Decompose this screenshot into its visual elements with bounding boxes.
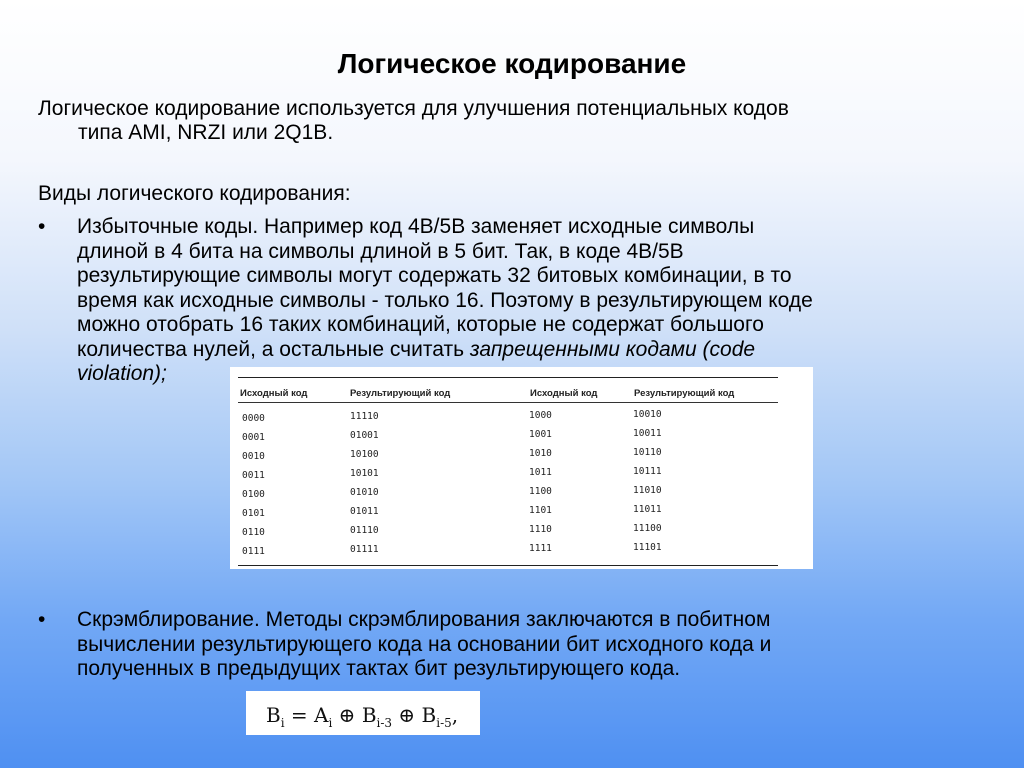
- formula-sub: i: [328, 716, 333, 730]
- formula-sub: i: [280, 716, 285, 730]
- table-cell: 1111: [529, 543, 552, 554]
- table-cell: 10101: [350, 468, 379, 479]
- table-cell: 10110: [633, 447, 662, 458]
- formula-sub: i-5: [436, 716, 452, 730]
- slide-title: Логическое кодирование: [337, 48, 687, 79]
- xor-icon: ⊕: [392, 703, 422, 727]
- table-cell: 0101: [242, 508, 265, 519]
- formula-sub: i-3: [376, 716, 393, 730]
- table-cell: 1100: [529, 486, 552, 497]
- table-cell: 10011: [633, 428, 662, 439]
- formula-b: B: [266, 703, 281, 727]
- table-cell: 11100: [633, 523, 662, 534]
- table-cell: 1000: [529, 410, 552, 421]
- table-cell: 0011: [242, 470, 265, 481]
- bullet-redundant-codes: [77, 215, 997, 387]
- bullet1-line: Избыточные коды. Например код 4В/5В заменяет исходные символы: [77, 215, 755, 238]
- table-cell: 10100: [350, 449, 379, 460]
- table-cell: 01111: [350, 544, 379, 555]
- intro-paragraph: [38, 97, 1024, 145]
- bullet1-line: время как исходные символы - только 16. Поэтому в результирующем коде: [77, 288, 813, 312]
- table-cell: 10111: [633, 466, 662, 477]
- code-violation-term: violation);: [77, 362, 167, 385]
- formula-equals: =: [284, 703, 315, 727]
- bullet1-line: можно отобрать 16 таких комбинаций, которые не содержат большого: [77, 313, 764, 336]
- table-cell: 0000: [242, 413, 265, 424]
- table-cell: 0111: [242, 546, 265, 557]
- formula-comma: ,: [451, 703, 459, 727]
- table-rule-top: [238, 377, 778, 378]
- table-header: Исходный код: [530, 388, 598, 399]
- bullet-icon: •: [38, 215, 46, 238]
- bullet-scrambling: [77, 608, 997, 682]
- table-cell: 1010: [529, 448, 552, 459]
- table-cell: 01001: [350, 430, 379, 441]
- formula-b: B: [421, 703, 437, 727]
- table-header: Результирующий код: [634, 388, 735, 399]
- scrambling-formula: [246, 691, 480, 735]
- table-cell: 0001: [242, 432, 265, 443]
- table-cell: 01110: [350, 525, 379, 536]
- forbidden-codes-term: запрещенными кодами (code: [469, 337, 756, 361]
- code-table-4b5b: [230, 367, 813, 569]
- table-cell: 11101: [633, 542, 662, 553]
- table-cell: 1101: [529, 505, 552, 516]
- table-header: Результирующий код: [350, 388, 451, 399]
- bullet-icon: •: [38, 608, 46, 631]
- formula-b: B: [361, 703, 377, 727]
- table-cell: 1110: [529, 524, 552, 535]
- table-header: Исходный код: [240, 388, 308, 399]
- table-cell: 11010: [633, 485, 662, 496]
- bullet2-line: вычислении результирующего кода на основании бит исходного кода и: [77, 632, 772, 656]
- table-cell: 01011: [350, 506, 379, 517]
- table-cell: 0010: [242, 451, 265, 462]
- table-cell: 11011: [633, 504, 662, 515]
- table-rule-bottom: [238, 565, 778, 566]
- types-heading: Виды логического кодирования:: [38, 182, 351, 205]
- bullet1-line: результирующие символы могут содержать 32 битовых комбинации, в то: [77, 264, 792, 287]
- intro-line-1: Логическое кодирование используется для улучшения потенциальных кодов: [38, 97, 789, 120]
- formula-expression: [266, 703, 458, 730]
- bullet2-line: Скрэмблирование. Методы скрэмблирования заключаются в побитном: [77, 608, 771, 631]
- bullet1-line: количества нулей, а остальные считать: [77, 337, 470, 361]
- table-cell: 0110: [242, 527, 265, 538]
- bullet1-line: длиной в 4 бита на символы длиной в 5 бит. Так, в коде 4В/5В: [77, 239, 684, 263]
- formula-a: A: [314, 703, 329, 727]
- bullet2-line: полученных в предыдущих тактах бит результирующего кода.: [77, 657, 681, 680]
- table-cell: 11110: [350, 411, 379, 422]
- table-rule-header: [238, 402, 778, 403]
- table-cell: 0100: [242, 489, 265, 500]
- table-cell: 1001: [529, 429, 552, 440]
- xor-icon: ⊕: [332, 703, 362, 727]
- table-cell: 01010: [350, 487, 379, 498]
- table-cell: 10010: [633, 409, 662, 420]
- intro-line-2: типа AMI, NRZI или 2Q1B.: [78, 121, 334, 144]
- table-cell: 1011: [529, 467, 552, 478]
